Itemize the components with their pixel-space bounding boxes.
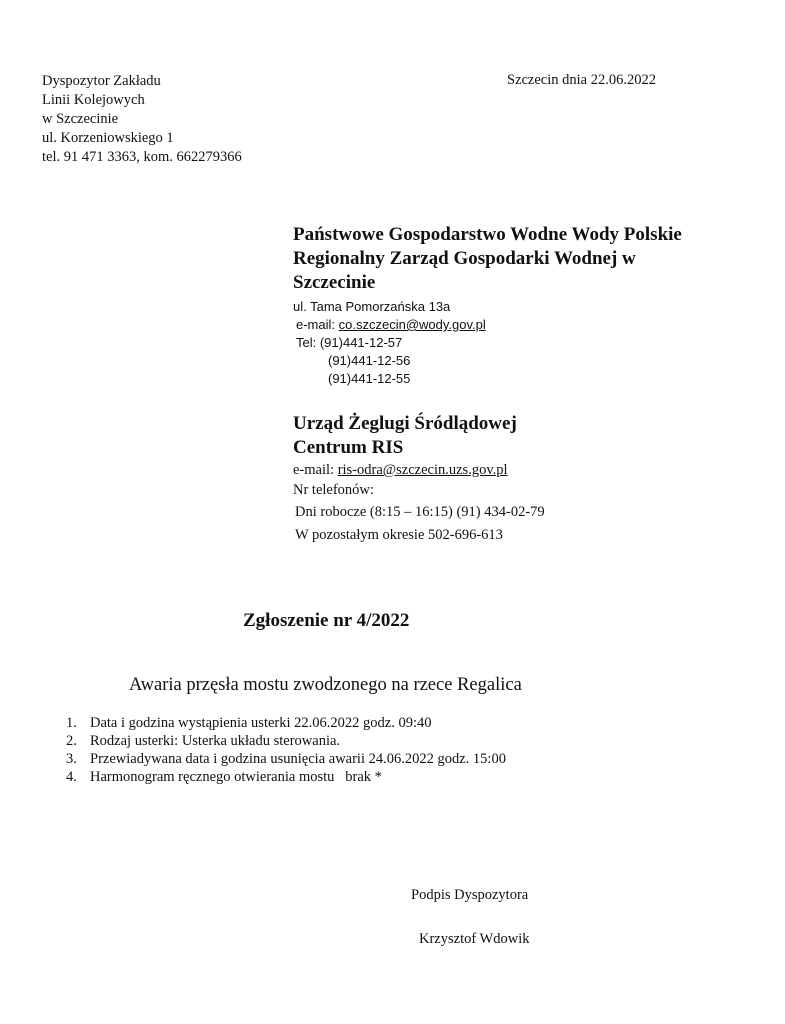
recipient2-email-link[interactable]: ris-odra@szczecin.uzs.gov.pl <box>337 462 508 478</box>
sender-line: Dyspozytor Zakładu <box>42 73 161 89</box>
recipient1-email-label: e-mail: <box>296 317 339 332</box>
recipient1-phone: (91)441-12-57 <box>319 335 403 350</box>
recipient1-name <box>293 223 682 295</box>
document-subject: Awaria przęsła mostu zwodzonego na rzece Regalica <box>129 675 522 695</box>
recipient2-other-phone: W pozostałym okresie 502-696-613 <box>295 527 503 543</box>
recipient1-name-line: Szczecinie <box>293 272 376 293</box>
recipient2-name-line: Centrum RIS <box>293 437 404 458</box>
sender-line: tel. 91 471 3363, kom. 662279366 <box>42 149 242 165</box>
item-number: 3. <box>66 751 77 767</box>
recipient2-name <box>293 412 517 460</box>
item-text: Data i godzina wystąpienia usterki 22.06.2022 godz. 09:40 <box>90 715 432 731</box>
recipient1-name-line: Państwowe Gospodarstwo Wodne Wody Polskie <box>293 224 682 245</box>
sender-line: Linii Kolejowych <box>42 92 145 108</box>
recipient2-workdays-phone: Dni robocze (8:15 – 16:15) (91) 434-02-79 <box>295 504 545 520</box>
recipient2-name-line: Urząd Żeglugi Śródlądowej <box>293 413 517 434</box>
document-date: Szczecin dnia 22.06.2022 <box>507 72 656 88</box>
signature-label: Podpis Dyspozytora <box>411 887 529 903</box>
sender-block <box>42 72 242 167</box>
item-text: Przewiadywana data i godzina usunięcia awarii 24.06.2022 godz. 15:00 <box>90 751 506 767</box>
recipient1-phone: (91)441-12-56 <box>328 353 411 368</box>
recipient1-address: ul. Tama Pomorzańska 13a <box>293 299 451 314</box>
recipient1-phone: (91)441-12-55 <box>328 371 411 386</box>
item-number: 2. <box>66 733 77 749</box>
recipient2-email-label: e-mail: <box>293 462 338 478</box>
recipient1-email-row <box>296 316 486 334</box>
recipient2-phone-header: Nr telefonów: <box>293 482 374 498</box>
recipient1-name-line: Regionalny Zarząd Gospodarki Wodnej w <box>293 248 636 269</box>
recipient2-email-row <box>293 461 508 481</box>
document-title: Zgłoszenie nr 4/2022 <box>243 610 410 631</box>
sender-line: ul. Korzeniowskiego 1 <box>42 130 174 146</box>
recipient1-tel-label: Tel: <box>296 335 320 350</box>
list-item <box>66 714 506 732</box>
list-item <box>66 768 506 786</box>
sender-line: w Szczecinie <box>42 111 119 127</box>
list-item <box>66 750 506 768</box>
recipient1-email-link[interactable]: co.szczecin@wody.gov.pl <box>338 317 486 332</box>
recipient1-phone-row <box>296 334 402 352</box>
item-number: 1. <box>66 715 77 731</box>
item-number: 4. <box>66 769 77 785</box>
item-text: Rodzaj usterki: Usterka układu sterowania. <box>90 733 341 749</box>
item-list <box>66 714 506 786</box>
signature-name: Krzysztof Wdowik <box>419 931 530 947</box>
item-text: Harmonogram ręcznego otwierania mostu brak * <box>90 769 382 785</box>
list-item <box>66 732 506 750</box>
